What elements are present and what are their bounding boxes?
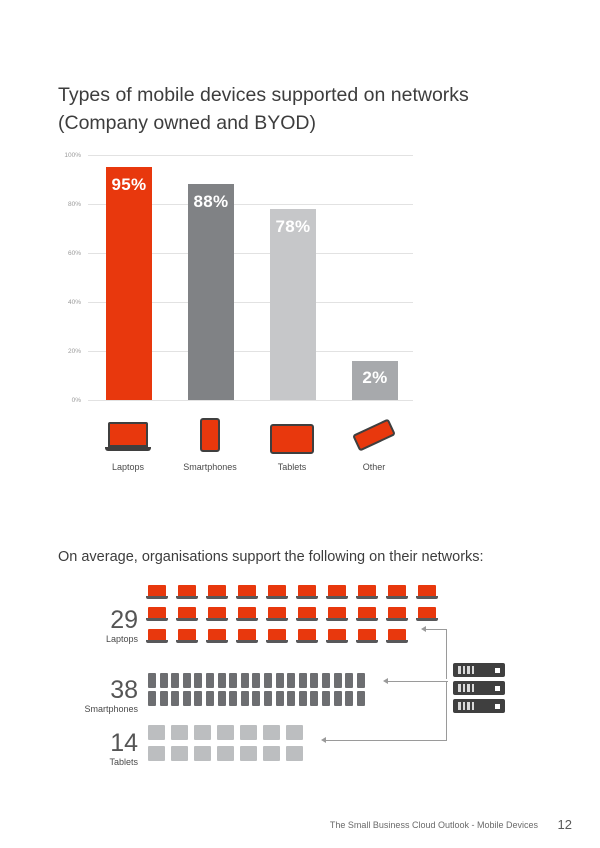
footer-text: The Small Business Cloud Outlook - Mobile Devices — [329, 820, 538, 830]
connector-line — [388, 681, 448, 682]
tablet-icon — [171, 746, 188, 761]
page-title-line-2: (Company owned and BYOD) — [58, 112, 316, 135]
smartphone-icon — [170, 412, 250, 458]
device-icon-row — [88, 412, 418, 482]
laptop-icon — [328, 585, 348, 599]
page-title-line-1: Types of mobile devices supported on networks — [58, 84, 469, 107]
laptop-icon — [208, 629, 228, 643]
smartphone-icon — [287, 691, 295, 706]
bar-chart — [58, 152, 413, 405]
smartphone-icon — [194, 691, 202, 706]
smartphone-icon — [276, 691, 284, 706]
other-device-icon — [334, 412, 414, 458]
laptop-icon — [268, 585, 288, 599]
connector-arrowhead — [383, 678, 388, 684]
smartphone-icon — [310, 691, 318, 706]
pictogram-label: Smartphones — [84, 704, 138, 714]
smartphone-icon — [218, 691, 226, 706]
bar-tablets — [270, 209, 316, 400]
laptop-icon — [178, 585, 198, 599]
laptop-icon — [178, 607, 198, 621]
laptop-icon — [418, 607, 438, 621]
laptop-icon — [208, 585, 228, 599]
tablet-icon — [240, 746, 257, 761]
smartphone-icon — [334, 691, 342, 706]
laptop-icon — [388, 585, 408, 599]
pictogram-label: Laptops — [105, 634, 138, 644]
laptop-icon — [328, 607, 348, 621]
bar-fill — [270, 209, 316, 400]
smartphone-icon — [334, 673, 342, 688]
connector-arrowhead — [421, 626, 426, 632]
smartphone-icon — [229, 673, 237, 688]
footer-page-number: 12 — [557, 817, 572, 832]
smartphone-icon — [310, 673, 318, 688]
tablet-icon — [217, 746, 234, 761]
smartphone-icon — [148, 673, 156, 688]
bar-chart-plot-area — [64, 152, 413, 404]
server-icon — [453, 699, 505, 713]
pictogram-count: 29 — [110, 606, 138, 634]
smartphone-icon — [206, 673, 214, 688]
bar-smartphones — [188, 184, 234, 400]
laptop-icon — [388, 607, 408, 621]
pictogram-count: 14 — [110, 729, 138, 757]
section-subtitle: On average, organisations support the following on their networks: — [58, 549, 484, 565]
device-smartphones — [170, 412, 250, 472]
smartphone-icon — [218, 673, 226, 688]
smartphone-icon — [264, 673, 272, 688]
smartphone-icon — [160, 673, 168, 688]
y-axis-tick-label: 40% — [67, 299, 81, 306]
pictogram-row-count-smartphones — [78, 677, 138, 715]
device-laptops — [88, 412, 168, 472]
server-icon — [453, 681, 505, 695]
page-footer — [0, 817, 600, 840]
smartphone-icon — [183, 673, 191, 688]
connector-line — [446, 681, 447, 741]
laptop-icon — [358, 629, 378, 643]
smartphone-icon — [160, 691, 168, 706]
smartphone-icon — [206, 691, 214, 706]
smartphone-icon — [183, 691, 191, 706]
laptop-icon — [418, 585, 438, 599]
smartphone-icon — [299, 691, 307, 706]
y-axis-tick-label: 20% — [67, 348, 81, 355]
tablet-icon — [194, 725, 211, 740]
laptop-icon — [148, 585, 168, 599]
smartphone-icon — [194, 673, 202, 688]
bar-laptops — [106, 167, 152, 400]
smartphone-icon — [287, 673, 295, 688]
tablet-icon — [252, 412, 332, 458]
server-icon — [453, 663, 505, 677]
smartphone-icon — [299, 673, 307, 688]
y-axis-tick-label: 100% — [64, 152, 81, 159]
smartphone-icon — [276, 673, 284, 688]
bar-value-label: 95% — [111, 175, 147, 195]
pictogram-chart — [58, 585, 542, 785]
tablet-icon — [217, 725, 234, 740]
page-title — [58, 81, 538, 137]
gridline — [88, 155, 413, 156]
tablet-icon — [263, 725, 280, 740]
tablet-icon — [286, 746, 303, 761]
tablet-icon — [240, 725, 257, 740]
y-axis-tick-label: 60% — [67, 250, 81, 257]
smartphone-icon — [345, 691, 353, 706]
connector-line — [446, 629, 447, 679]
pictogram-row-count-laptops — [78, 607, 138, 645]
device-caption: Other — [362, 462, 386, 472]
smartphone-icon — [322, 691, 330, 706]
laptop-icon — [298, 629, 318, 643]
pictogram-label: Tablets — [109, 757, 138, 767]
connector-arrowhead — [321, 737, 326, 743]
device-other — [334, 412, 414, 472]
laptop-icon — [238, 585, 258, 599]
smartphone-icon — [357, 691, 365, 706]
laptop-icon — [358, 607, 378, 621]
laptop-icon — [358, 585, 378, 599]
smartphone-icon — [264, 691, 272, 706]
tablet-icon — [286, 725, 303, 740]
device-tablets — [252, 412, 332, 472]
laptop-icon — [148, 629, 168, 643]
laptop-icon — [328, 629, 348, 643]
laptop-icon — [88, 412, 168, 458]
laptop-icon — [298, 607, 318, 621]
smartphone-icon — [171, 691, 179, 706]
bar-other — [352, 368, 398, 400]
tablet-icon — [171, 725, 188, 740]
bar-fill — [188, 184, 234, 400]
laptop-icon — [298, 585, 318, 599]
smartphone-icon — [357, 673, 365, 688]
laptop-icon — [178, 629, 198, 643]
tablet-icon — [263, 746, 280, 761]
laptop-icon — [208, 607, 228, 621]
smartphone-icon — [148, 691, 156, 706]
connector-line — [326, 740, 447, 741]
bar-value-label: 78% — [275, 216, 311, 236]
smartphone-icon — [252, 673, 260, 688]
gridline — [88, 400, 413, 401]
smartphone-icon — [229, 691, 237, 706]
laptop-icon — [148, 607, 168, 621]
pictogram-count: 38 — [110, 676, 138, 704]
laptop-icon — [388, 629, 408, 643]
device-caption: Tablets — [277, 462, 307, 472]
laptop-icon — [268, 607, 288, 621]
smartphone-icon — [241, 673, 249, 688]
laptop-icon — [238, 607, 258, 621]
smartphone-icon — [322, 673, 330, 688]
laptop-icon — [268, 629, 288, 643]
bar-value-label: 88% — [193, 192, 229, 212]
smartphone-icon — [171, 673, 179, 688]
smartphone-icon — [345, 673, 353, 688]
device-caption: Laptops — [111, 462, 145, 472]
device-caption: Smartphones — [183, 462, 237, 472]
laptop-icon — [238, 629, 258, 643]
y-axis-tick-label: 0% — [71, 397, 81, 404]
smartphone-icon — [241, 691, 249, 706]
y-axis-tick-label: 80% — [67, 201, 81, 208]
bar-fill — [106, 167, 152, 400]
bar-fill — [352, 395, 398, 400]
tablet-icon — [148, 746, 165, 761]
tablet-icon — [194, 746, 211, 761]
bar-value-label: 2% — [362, 368, 388, 388]
smartphone-icon — [252, 691, 260, 706]
pictogram-row-count-tablets — [78, 730, 138, 768]
connector-line — [426, 629, 447, 630]
tablet-icon — [148, 725, 165, 740]
server-stack-icon — [453, 663, 509, 717]
